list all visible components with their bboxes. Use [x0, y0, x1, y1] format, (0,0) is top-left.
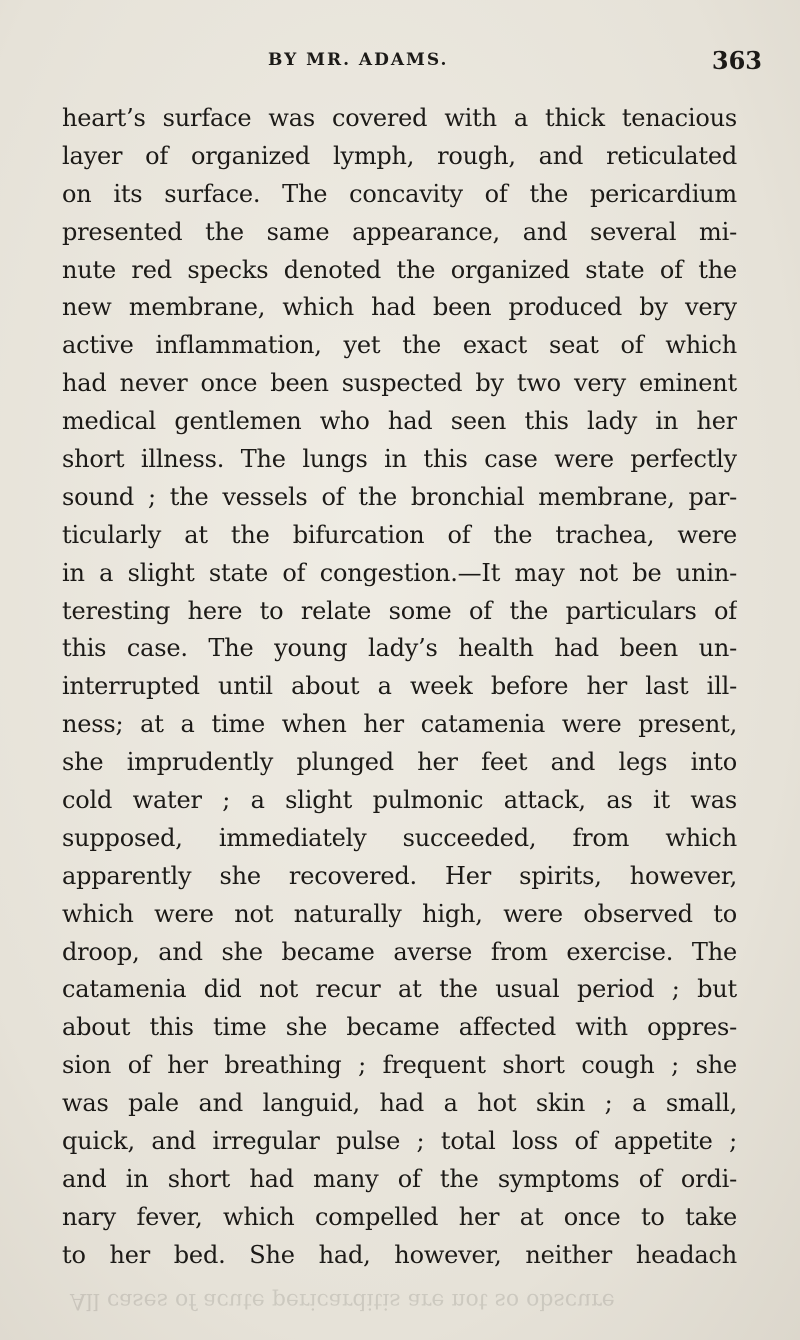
text-line: quick, and irregular pulse ; total loss of appetite ; — [62, 1127, 737, 1156]
body-text — [62, 100, 737, 1275]
text-line: she imprudently plunged her feet and legs into — [62, 748, 737, 777]
text-line: new membrane, which had been produced by very — [62, 293, 737, 322]
text-line: interrupted until about a week before her last ill- — [62, 672, 737, 701]
page-number: 363 — [711, 46, 762, 75]
text-line: on its surface. The concavity of the pericardium — [62, 179, 737, 208]
text-line: and in short had many of the symptoms of ordi- — [62, 1164, 737, 1193]
text-line: to her bed. She had, however, neither headach — [62, 1240, 737, 1269]
text-line: nute red specks denoted the organized state of the — [62, 255, 737, 284]
text-line: ticularly at the bifurcation of the trachea, were — [62, 520, 737, 549]
text-line: sound ; the vessels of the bronchial membrane, par- — [62, 482, 737, 511]
text-line: about this time she became affected with oppres- — [62, 1013, 737, 1042]
text-line: apparently she recovered. Her spirits, however, — [62, 861, 737, 890]
text-line: heart’s surface was covered with a thick tenacious — [62, 104, 737, 132]
bleed-through-text: All cases of acute pericarditis are not so obscure — [70, 1288, 615, 1313]
text-line: this case. The young lady’s health had been un- — [62, 634, 737, 663]
text-line: in a slight state of congestion.—It may not be unin- — [62, 558, 737, 587]
text-line: presented the same appearance, and several mi- — [62, 217, 737, 246]
text-line: cold water ; a slight pulmonic attack, as it was — [62, 786, 737, 815]
text-line: ness; at a time when her catamenia were present, — [62, 710, 737, 739]
text-line: nary fever, which compelled her at once to take — [62, 1202, 737, 1231]
text-line: teresting here to relate some of the particulars of — [62, 596, 737, 625]
text-line: sion of her breathing ; frequent short cough ; she — [62, 1051, 737, 1080]
text-line: supposed, immediately succeeded, from which — [62, 823, 737, 852]
text-line: droop, and she became averse from exercise. The — [62, 937, 737, 966]
text-line: was pale and languid, had a hot skin ; a small, — [62, 1089, 737, 1118]
text-line: active inflammation, yet the exact seat of which — [62, 331, 737, 360]
text-line: had never once been suspected by two very eminent — [62, 369, 737, 398]
text-line: catamenia did not recur at the usual period ; but — [62, 975, 737, 1004]
running-head — [0, 46, 800, 75]
text-line: medical gentlemen who had seen this lady in her — [62, 407, 737, 436]
text-line: layer of organized lymph, rough, and reticulated — [62, 141, 737, 170]
text-line: short illness. The lungs in this case were perfectly — [62, 445, 737, 474]
running-title: BY MR. ADAMS. — [268, 50, 449, 70]
text-line: which were not naturally high, were observed to — [62, 899, 737, 928]
